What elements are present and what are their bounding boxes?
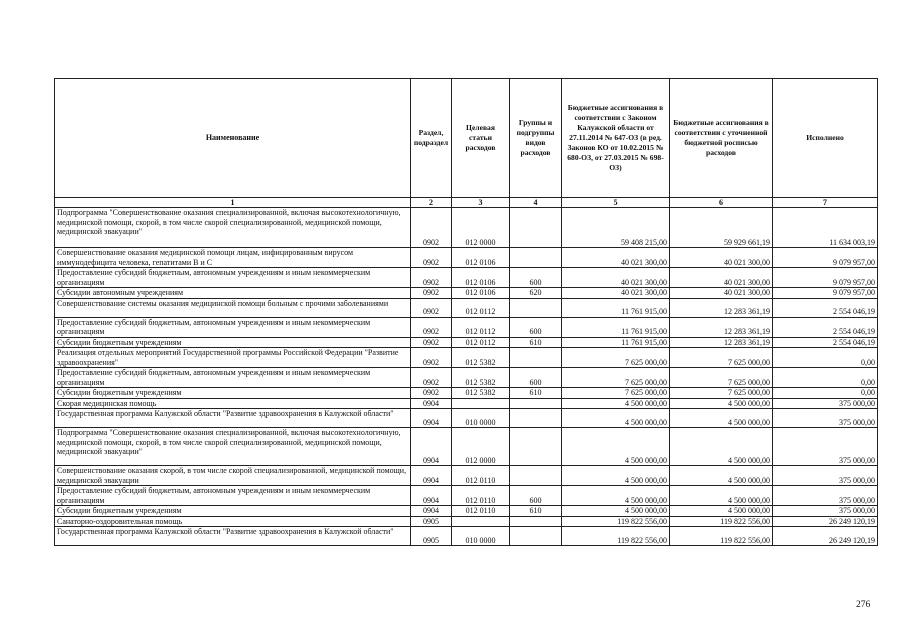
row-target-article: 012 5382 (452, 348, 510, 368)
row-name: Субсидии бюджетным учреждениям (55, 388, 411, 399)
row-expense-group (510, 248, 562, 268)
row-section: 0902 (411, 348, 452, 368)
row-name: Субсидии бюджетным учреждениям (55, 506, 411, 517)
row-target-article: 012 0106 (452, 248, 510, 268)
table-row (55, 248, 878, 268)
row-name: Предоставление субсидий бюджетным, автономным учреждениям и иным некоммерческим организациям (55, 368, 411, 388)
row-law-allocation: 119 822 556,00 (562, 527, 670, 546)
row-expense-group: 610 (510, 506, 562, 517)
row-name: Субсидии бюджетным учреждениям (55, 337, 411, 348)
row-section: 0902 (411, 288, 452, 299)
row-law-allocation: 11 761 915,00 (562, 298, 670, 317)
row-law-allocation: 4 500 000,00 (562, 398, 670, 409)
row-section: 0902 (411, 337, 452, 348)
column-number: 4 (510, 198, 562, 208)
row-executed: 0,00 (773, 388, 878, 399)
row-target-article: 012 0000 (452, 208, 510, 248)
row-refined-allocation: 40 021 300,00 (670, 248, 773, 268)
row-name: Предоставление субсидий бюджетным, автономным учреждениям и иным некоммерческим организациям (55, 268, 411, 288)
row-expense-group (510, 527, 562, 546)
header-row (55, 79, 878, 198)
row-law-allocation: 40 021 300,00 (562, 268, 670, 288)
table-row (55, 428, 878, 466)
page-number: 276 (856, 600, 871, 610)
table-row (55, 388, 878, 399)
row-section: 0902 (411, 298, 452, 317)
row-target-article: 012 0112 (452, 317, 510, 337)
table-row (55, 506, 878, 517)
column-number: 2 (411, 198, 452, 208)
row-law-allocation: 11 761 915,00 (562, 337, 670, 348)
row-executed: 9 079 957,00 (773, 248, 878, 268)
row-section: 0902 (411, 268, 452, 288)
row-expense-group (510, 516, 562, 527)
row-law-allocation: 119 822 556,00 (562, 516, 670, 527)
row-executed: 26 249 120,19 (773, 527, 878, 546)
row-section: 0904 (411, 466, 452, 486)
row-law-allocation: 7 625 000,00 (562, 388, 670, 399)
row-name: Предоставление субсидий бюджетным, автономным учреждениям и иным некоммерческим организациям (55, 317, 411, 337)
row-section: 0905 (411, 516, 452, 527)
row-refined-allocation: 119 822 556,00 (670, 527, 773, 546)
table-row (55, 337, 878, 348)
column-number: 6 (670, 198, 773, 208)
row-target-article (452, 516, 510, 527)
table-row (55, 409, 878, 428)
header-section: Раздел, подраздел (411, 79, 452, 198)
row-law-allocation: 11 761 915,00 (562, 317, 670, 337)
table-row (55, 368, 878, 388)
row-executed: 2 554 046,19 (773, 317, 878, 337)
row-expense-group: 610 (510, 337, 562, 348)
row-expense-group (510, 409, 562, 428)
row-refined-allocation: 7 625 000,00 (670, 348, 773, 368)
row-refined-allocation: 7 625 000,00 (670, 368, 773, 388)
row-refined-allocation: 4 500 000,00 (670, 409, 773, 428)
row-section: 0904 (411, 428, 452, 466)
table-row (55, 527, 878, 546)
row-target-article: 012 0112 (452, 337, 510, 348)
row-section: 0905 (411, 527, 452, 546)
row-name: Совершенствование системы оказания медицинской помощи больным с прочими заболеваниями (55, 298, 411, 317)
row-name: Государственная программа Калужской области "Развитие здравоохранения в Калужской области" (55, 527, 411, 546)
row-section: 0902 (411, 248, 452, 268)
row-executed: 375 000,00 (773, 428, 878, 466)
row-law-allocation: 4 500 000,00 (562, 506, 670, 517)
header-executed: Исполнено (773, 79, 878, 198)
row-expense-group: 600 (510, 368, 562, 388)
row-section: 0902 (411, 208, 452, 248)
row-target-article: 012 0110 (452, 506, 510, 517)
row-expense-group (510, 298, 562, 317)
row-section: 0904 (411, 506, 452, 517)
header-target: Целевая статьи расходов (452, 79, 510, 198)
table-row (55, 317, 878, 337)
row-target-article: 012 0110 (452, 466, 510, 486)
row-name: Подпрограмма "Совершенствование оказания специализированной, включая высокотехнологичную, медицинской помощи, скорой, в том числе скорой специализированной, медицинской помощи, медицинской эвакуации" (55, 428, 411, 466)
row-executed: 375 000,00 (773, 398, 878, 409)
row-target-article: 012 0000 (452, 428, 510, 466)
table-row (55, 398, 878, 409)
row-section: 0904 (411, 486, 452, 506)
row-refined-allocation: 12 283 361,19 (670, 337, 773, 348)
row-executed: 375 000,00 (773, 409, 878, 428)
row-executed: 9 079 957,00 (773, 288, 878, 299)
row-target-article (452, 398, 510, 409)
header-refined-allocations: Бюджетные ассигнования в соответствии с уточненной бюджетной росписью расходов (670, 79, 773, 198)
row-expense-group: 600 (510, 317, 562, 337)
row-executed: 0,00 (773, 368, 878, 388)
row-target-article: 012 0106 (452, 288, 510, 299)
row-refined-allocation: 40 021 300,00 (670, 288, 773, 299)
row-section: 0902 (411, 368, 452, 388)
row-name: Скорая медицинская помощь (55, 398, 411, 409)
row-name: Государственная программа Калужской области "Развитие здравоохранения в Калужской области" (55, 409, 411, 428)
table-row (55, 298, 878, 317)
row-executed: 26 249 120,19 (773, 516, 878, 527)
row-target-article: 012 5382 (452, 388, 510, 399)
row-name: Реализация отдельных мероприятий Государственной программы Российской Федерации "Развитие здравоохранения" (55, 348, 411, 368)
row-expense-group (510, 466, 562, 486)
column-number: 5 (562, 198, 670, 208)
row-name: Субсидии автономным учреждениям (55, 288, 411, 299)
column-number-row (55, 198, 878, 208)
row-target-article: 012 0112 (452, 298, 510, 317)
row-executed: 375 000,00 (773, 506, 878, 517)
row-expense-group: 610 (510, 388, 562, 399)
row-expense-group (510, 348, 562, 368)
row-executed: 9 079 957,00 (773, 268, 878, 288)
row-section: 0902 (411, 317, 452, 337)
row-name: Подпрограмма "Совершенствование оказания специализированной, включая высокотехнологичную, медицинской помощи, скорой, в том числе скорой специализированной, медицинской помощи, медицинской эвакуации" (55, 208, 411, 248)
row-target-article: 012 0106 (452, 268, 510, 288)
row-expense-group: 600 (510, 486, 562, 506)
row-executed: 2 554 046,19 (773, 298, 878, 317)
table-row (55, 288, 878, 299)
row-expense-group: 620 (510, 288, 562, 299)
row-section: 0904 (411, 409, 452, 428)
row-name: Совершенствование оказания медицинской помощи лицам, инфицированным вирусом иммунодефицита человека, гепатитами В и С (55, 248, 411, 268)
row-law-allocation: 40 021 300,00 (562, 288, 670, 299)
row-name: Санаторно-оздоровительная помощь (55, 516, 411, 527)
row-law-allocation: 7 625 000,00 (562, 348, 670, 368)
header-law-allocations: Бюджетные ассигнования в соответствии с Законом Калужской области от 27.11.2014 № 647-ОЗ (в ред. Законов КО от 10.02.2015 № 680-ОЗ, от 27.03.2015 № 698-ОЗ) (562, 79, 670, 198)
row-refined-allocation: 7 625 000,00 (670, 388, 773, 399)
row-refined-allocation: 12 283 361,19 (670, 298, 773, 317)
row-refined-allocation: 4 500 000,00 (670, 428, 773, 466)
row-refined-allocation: 59 929 661,19 (670, 208, 773, 248)
row-law-allocation: 7 625 000,00 (562, 368, 670, 388)
row-law-allocation: 59 408 215,00 (562, 208, 670, 248)
row-law-allocation: 4 500 000,00 (562, 486, 670, 506)
row-target-article: 010 0000 (452, 409, 510, 428)
header-groups: Группы и подгруппы видов расходов (510, 79, 562, 198)
row-target-article: 010 0000 (452, 527, 510, 546)
table-row (55, 486, 878, 506)
row-executed: 11 634 003,19 (773, 208, 878, 248)
row-refined-allocation: 40 021 300,00 (670, 268, 773, 288)
row-target-article: 012 5382 (452, 368, 510, 388)
row-section: 0902 (411, 388, 452, 399)
row-name: Совершенствование оказания скорой, в том числе скорой специализированной, медицинской помощи, медицинской эвакуации (55, 466, 411, 486)
row-refined-allocation: 4 500 000,00 (670, 466, 773, 486)
header-name: Наименование (55, 79, 411, 198)
row-refined-allocation: 119 822 556,00 (670, 516, 773, 527)
row-refined-allocation: 4 500 000,00 (670, 506, 773, 517)
row-refined-allocation: 4 500 000,00 (670, 398, 773, 409)
row-executed: 0,00 (773, 348, 878, 368)
row-target-article: 012 0110 (452, 486, 510, 506)
row-expense-group (510, 398, 562, 409)
row-name: Предоставление субсидий бюджетным, автономным учреждениям и иным некоммерческим организациям (55, 486, 411, 506)
row-refined-allocation: 4 500 000,00 (670, 486, 773, 506)
table-row (55, 466, 878, 486)
column-number: 3 (452, 198, 510, 208)
table-row (55, 348, 878, 368)
row-executed: 375 000,00 (773, 466, 878, 486)
row-law-allocation: 4 500 000,00 (562, 466, 670, 486)
column-number: 7 (773, 198, 878, 208)
row-law-allocation: 40 021 300,00 (562, 248, 670, 268)
row-law-allocation: 4 500 000,00 (562, 428, 670, 466)
row-law-allocation: 4 500 000,00 (562, 409, 670, 428)
column-number: 1 (55, 198, 411, 208)
row-executed: 2 554 046,19 (773, 337, 878, 348)
budget-table (54, 78, 878, 546)
row-expense-group: 600 (510, 268, 562, 288)
table-row (55, 208, 878, 248)
row-refined-allocation: 12 283 361,19 (670, 317, 773, 337)
row-section: 0904 (411, 398, 452, 409)
table-row (55, 516, 878, 527)
row-expense-group (510, 208, 562, 248)
row-expense-group (510, 428, 562, 466)
table-row (55, 268, 878, 288)
row-executed: 375 000,00 (773, 486, 878, 506)
table-body (55, 208, 878, 546)
